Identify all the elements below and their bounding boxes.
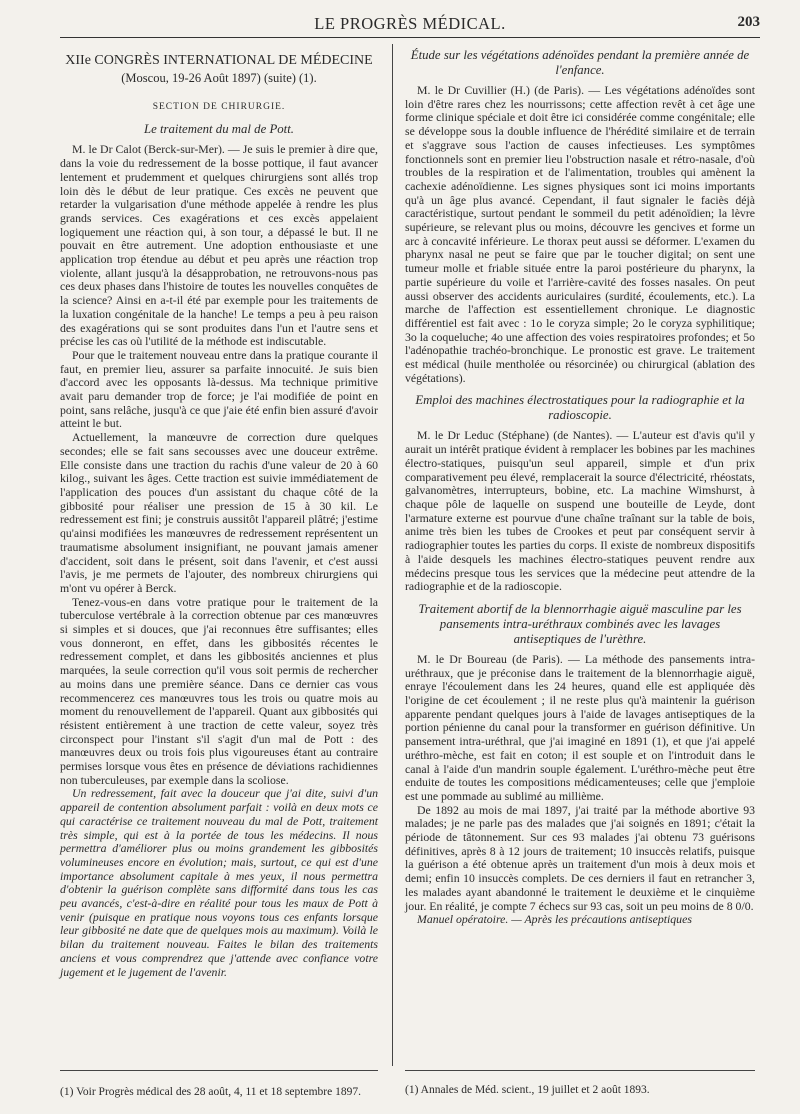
congress-subtitle: (Moscou, 19-26 Août 1897) (suite) (1).: [121, 71, 317, 85]
column-divider: [392, 44, 393, 1066]
columns: [60, 44, 760, 1114]
right-column: [405, 44, 755, 927]
paragraph: M. le Dr Cuvillier (H.) (de Paris). — Les végétations adénoïdes sont loin d'être rares chez les nourrissons; cette affection revêt à cet âge une forme clinique spéciale et doit être ici considérée comme congénitale; elle se développe sous la double influence de l'hérédité similaire et de terrain et s'aggrave sous l'action de causes infectieuses. Les symptômes fonctionnels sont en premier lieu l'obstruction nasale et rétro-nasale, d'où troubles de la respiration et de l'alimentation, troubles qui amènent la cachexie adénoïdienne. Les signes physiques sont ici moins importants qu'à un âge plus avancé. Cependant, il faut signaler le faciès déjà caractéristique, surtout pendant le sommeil du petit adénoïdien; la lèvre supérieure, se relevant plus ou moins, découvre les gencives et forme un arc à concavité inférieure. Le thorax peut aussi se déformer. L'examen du pharynx nasal ne peut se faire que par le toucher digital; on sent une tumeur molle et friable située entre la paroi postérieure du pharynx, la partie supérieure du voile et l'arrière-cavité des fosses nasales. On peut aussi observer des accidents auriculaires (surdité, écoulements, etc.). La marche de l'affection est essentiellement chronique. Le diagnostic différentiel est fait avec : 1o le coryza simple; 2o le coryza syphilitique; 3o la coqueluche; 4o une affection des voies respiratoires profondes; et 5o l'adénopathie trachéo-bronchique. Le pronostic est grave. Le traitement est médical (huile mentholée ou résorcinée) ou chirurgical (ablation des végétations).: [405, 83, 755, 385]
congress-title: XIIe CONGRÈS INTERNATIONAL DE MÉDECINE: [65, 53, 373, 68]
paragraph-conclusion: Un redressement, fait avec la douceur que j'ai dite, suivi d'un appareil de contention absolument parfait : voilà en deux mots ce qui caractérise ce traitement nouveau du mal de Pott, traitement très simple, qui est à la portée de tous les médecins. Il nous permettra d'améliorer plus ou moins grandement les gibbosités volumineuses encore en évolution; mais, surtout, ce qui est d'une importance absolument capitale à mes yeux, il nous permettra d'obtenir la guérison complète sans difformité dans tous les cas peu avancés, c'est-à-dire en réalité pour tous les maux de Pott à venir (puisque en pratique nous voyons tous ces enfants lorsque leur gibbosité ne date que de quelques mois au maximum). Voilà le bilan du traitement nouveau. Faites le bilan des traitements anciens et vous comprendrez que j'attende avec confiance votre jugement et le jugement de l'avenir.: [60, 786, 378, 979]
paragraph: M. le Dr Calot (Berck-sur-Mer). — Je suis le premier à dire que, dans la voie du redressement de la bosse pottique, il faut avancer lentement et prudemment et quelques chirurgiens sont allés trop loin dès le début de leur pratique. Ces excès ne peuvent que retarder la vulgarisation d'une méthode appelée à rendre les plus grands services. Ces exagérations et ces excès appelaient logiquement une réaction qui, à son tour, a dépassé le but. Il ne pouvait en être autrement. Une adoption enthousiaste et une application trop étendue au début et peu après une réaction trop violente, allant jusqu'à la désapprobation, ne retrouvons-nous pas ces deux phases dans l'histoire de toutes les nouvelles conquêtes de la science? Ainsi en a-t-il été par exemple pour les traitements de la luxation congénitale de la hanche! Le temps a peu à peu raison des exagérations qui se sont produites dans l'un et l'autre sens et précise les cas où l'utilité de la méthode est indiscutable.: [60, 142, 378, 349]
article-title-blennorrhagie: Traitement abortif de la blennorrhagie aiguë masculine par les pansements intra-uréthraux combinés avec les lavages antiseptiques de l'urèthre.: [418, 601, 742, 646]
footnote-left: (1) Voir Progrès médical des 28 août, 4, 11 et 18 septembre 1897.: [60, 1070, 378, 1099]
running-header: [60, 12, 760, 38]
article-title-adenoides: Étude sur les végétations adénoïdes pendant la première année de l'enfance.: [410, 48, 750, 77]
article-title-pott: Le traitement du mal de Pott.: [144, 122, 294, 137]
section-label: SECTION DE CHIRURGIE.: [152, 101, 286, 112]
paragraph: M. le Dr Leduc (Stéphane) (de Nantes). — L'auteur est d'avis qu'il y aurait un intérêt pratique évident à remplacer les bobines par les machines électro-statiques, puisqu'un seul appareil, simple et d'un prix comparativement peu élevé, remplacerait la source d'électricité, rhéostats, galvanomètres, interrupteurs, bobine, etc. La machine Wimshurst, à chaque pôle de laquelle on suspend une bouteille de Leyde, dont l'armature externe est pourvue d'une chaîne traînant sur la table de bois, anime très bien les tubes de Crookes et peut par conséquent servir à radiographier toutes les parties du corps. Il existe de nombreux dispositifs à l'aide desquels les machines électro-statiques peuvent rendre aux médecins presque tous les services que la médecine peut attendre de la radiographie et de la radioscopie.: [405, 428, 755, 594]
paragraph: M. le Dr Boureau (de Paris). — La méthode des pansements intra-uréthraux, que je préconise dans le traitement de la blennorrhagie aiguë, enraye l'écoulement dans les 24 heures, quand elle est appliquée dès l'origine de cet écoulement ; il ne reste plus qu'à maintenir la guérison apparente pendant quelques jours à l'aide de lavages antiseptiques de la portion pénienne du canal pour la transformer en guérison définitive. Un pansement intra-uréthral, que j'ai imaginé en 1891 (1), et que j'ai appelé uréthro-mèche, est fait en coton; il est souple et on l'introduit dans le canal à l'aide d'un mandrin souple également. L'uréthro-mèche peut être enduite de toutes les compositions médicamenteuses; celle que j'emploie est une pommade au sublimé au millième.: [405, 651, 755, 803]
article-title-electrostatiques: Emploi des machines électrostatiques pour la radiographie et la radioscopie.: [415, 393, 745, 423]
left-column: [60, 44, 378, 979]
paragraph: Pour que le traitement nouveau entre dans la pratique courante il faut, en premier lieu, assurer sa parfaite innocuité. Je suis bien d'accord avec les opposants là-dessus. Ma technique primitive avait paru demander trop de force; je l'ai modifiée de point en point, sans relâche, jusqu'à ce que j'aie été enfin bien assuré d'avoir atteint le but.: [60, 347, 378, 431]
page-number: 203: [737, 14, 760, 30]
paragraph: De 1892 au mois de mai 1897, j'ai traité par la méthode abortive 93 malades; je ne parle pas des malades que j'ai soignés en 1891; c'était la période de tâtonnement. Sur ces 93 malades j'ai obtenu 73 guérisons définitives, après 8 à 12 jours de traitement; 10 insuccès relatifs, puisque la guérison a été obtenue après un traitement d'un mois à deux mois et demi; enfin 10 insuccès complets. De ces derniers il faut en retrancher 3, les malades ayant abandonné le traitement le deuxième et le cinquième jour. En réalité, je compte 7 échecs sur 93 cas, soit un peu moins de 8 0/0.: [405, 802, 755, 913]
footnote-right: (1) Annales de Méd. scient., 19 juillet et 2 août 1893.: [405, 1070, 755, 1097]
paragraph-manuel: Manuel opératoire. — Après les précautions antiseptiques: [417, 912, 692, 927]
journal-title: LE PROGRÈS MÉDICAL.: [314, 14, 506, 33]
paragraph: Tenez-vous-en dans votre pratique pour le traitement de la tuberculose vertébrale à la correction obtenue par ces manœuvres si simples et si douces, que j'ai reconnues être suffisantes; elles vous donneront, en effet, dans les gibbosités récentes le redressement complet, et dans les gibbosités anciennes et plus marquées, la seule correction qu'il vous soit permis de rechercher au moins dans une première séance. Dans ce dernier cas vous recommencerez ces manœuvres tous les trois ou quatre mois au moment du renouvellement de l'appareil. Quant aux gibbosités qui résistent entièrement à une traction de cette valeur, soyez très circonspect pour l'instant s'il s'agit d'un mal de Pott : des manœuvres deux ou trois fois plus vigoureuses étant au contraire permises lorsque vous êtes en présence de déviations rachidiennes non tuberculeuses, par exemple dans la scoliose.: [60, 594, 378, 787]
paragraph: Actuellement, la manœuvre de correction dure quelques secondes; elle se fait sans secousses avec une douceur extrême. Elle consiste dans une traction du rachis d'une valeur de 20 à 60 kilog., suivant les âges. Cette traction est suivie immédiatement de l'application des pouces d'un assistant du chaque côté de la gibbosité pour réaliser une pression de 15 à 30 kil. Le redressement est fini; je construis aussitôt l'appareil plâtré; j'estime qu'ainsi modifiées les manœuvres de redressement représentent un traumatisme absolument insignifiant, ne pouvant jamais amener d'accident, soit dans le présent, soit dans l'avenir, et c'est aussi l'avis, je me permets de l'ajouter, des nombreux chirurgiens qui m'ont vu opérer à Berck.: [60, 430, 378, 595]
